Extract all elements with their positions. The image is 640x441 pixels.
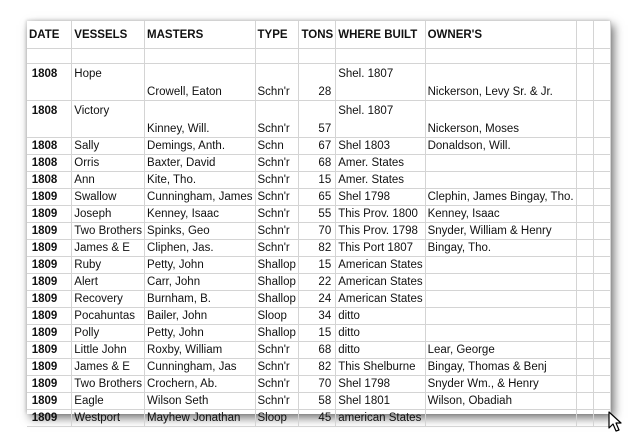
header-owners[interactable]: OWNER'S xyxy=(425,21,576,49)
header-masters[interactable]: MASTERS xyxy=(145,21,255,49)
empty-cell[interactable] xyxy=(594,325,611,342)
cell-owner[interactable]: Clephin, James Bingay, Tho. xyxy=(425,189,576,206)
empty-cell[interactable] xyxy=(594,291,611,308)
empty-cell[interactable] xyxy=(576,240,594,257)
empty-cell[interactable] xyxy=(594,223,611,240)
cell-owner[interactable] xyxy=(425,257,576,274)
cell-date[interactable]: 1809 xyxy=(27,393,72,410)
cell-date[interactable]: 1809 xyxy=(27,342,72,359)
cell-date[interactable]: 1808 xyxy=(27,155,72,172)
table-row xyxy=(27,155,611,172)
cell-type[interactable]: Schn'r xyxy=(255,189,299,206)
empty-cell[interactable] xyxy=(576,257,594,274)
cell-date[interactable]: 1808 xyxy=(27,138,72,155)
cell-tons[interactable]: 28 xyxy=(299,64,336,101)
empty-cell[interactable] xyxy=(594,240,611,257)
cell-built[interactable]: American States xyxy=(336,257,425,274)
cell-vessel[interactable]: Polly xyxy=(72,325,145,342)
table-row xyxy=(27,342,611,359)
table-row xyxy=(27,376,611,393)
cell-vessel[interactable]: Two Brothers xyxy=(72,376,145,393)
empty-cell[interactable] xyxy=(594,308,611,325)
cell-type[interactable]: Schn'r xyxy=(255,64,299,101)
cell-vessel[interactable]: James & E xyxy=(72,359,145,376)
empty-cell[interactable] xyxy=(576,359,594,376)
cell-built[interactable]: Amer. States xyxy=(336,172,425,189)
empty-cell[interactable] xyxy=(594,172,611,189)
cell-master[interactable]: Roxby, William xyxy=(145,342,255,359)
cell-built[interactable]: ditto xyxy=(336,342,425,359)
empty-cell[interactable] xyxy=(425,49,576,64)
cell-date[interactable]: 1809 xyxy=(27,240,72,257)
cell-master[interactable]: Cunningham, Jas xyxy=(145,359,255,376)
cell-type[interactable]: Schn'r xyxy=(255,172,299,189)
table-row xyxy=(27,223,611,240)
table-row xyxy=(27,410,611,427)
cell-tons[interactable]: 57 xyxy=(299,101,336,138)
cell-built[interactable]: Shel. 1807 xyxy=(336,64,425,101)
empty-cell[interactable] xyxy=(576,410,594,427)
cell-tons[interactable]: 65 xyxy=(299,189,336,206)
cell-owner[interactable]: Snyder, William & Henry xyxy=(425,223,576,240)
empty-cell[interactable] xyxy=(594,64,611,101)
empty-cell[interactable] xyxy=(594,101,611,138)
cell-built[interactable]: american States xyxy=(336,410,425,427)
empty-cell[interactable] xyxy=(576,342,594,359)
cell-type[interactable]: Schn'r xyxy=(255,223,299,240)
cell-owner[interactable]: Donaldson, Will. xyxy=(425,138,576,155)
cell-master[interactable]: Kite, Tho. xyxy=(145,172,255,189)
cell-tons[interactable]: 15 xyxy=(299,257,336,274)
header-where-built[interactable]: WHERE BUILT xyxy=(336,21,425,49)
cell-built[interactable]: ditto xyxy=(336,325,425,342)
cell-type[interactable]: Schn'r xyxy=(255,101,299,138)
cell-master[interactable]: Crowell, Eaton xyxy=(145,64,255,101)
empty-cell[interactable] xyxy=(576,155,594,172)
empty-cell[interactable] xyxy=(27,49,72,64)
empty-cell[interactable] xyxy=(576,64,594,101)
cell-tons[interactable]: 82 xyxy=(299,240,336,257)
cell-date[interactable]: 1809 xyxy=(27,410,72,427)
cell-vessel[interactable]: Westport xyxy=(72,410,145,427)
cell-vessel[interactable]: Two Brothers xyxy=(72,223,145,240)
cell-tons[interactable]: 34 xyxy=(299,308,336,325)
cell-vessel[interactable]: Hope xyxy=(72,64,145,101)
cell-vessel[interactable]: Orris xyxy=(72,155,145,172)
empty-cell[interactable] xyxy=(594,49,611,64)
table-row xyxy=(27,172,611,189)
cell-type[interactable]: Schn'r xyxy=(255,393,299,410)
cell-built[interactable]: This Prov. 1798 xyxy=(336,223,425,240)
cell-master[interactable]: Crochern, Ab. xyxy=(145,376,255,393)
empty-cell[interactable] xyxy=(576,21,594,49)
cell-owner[interactable]: Wilson, Obadiah xyxy=(425,393,576,410)
cell-vessel[interactable]: Pocahuntas xyxy=(72,308,145,325)
table-row xyxy=(27,291,611,308)
cell-master[interactable]: Petty, John xyxy=(145,325,255,342)
cell-owner[interactable] xyxy=(425,410,576,427)
cell-date[interactable]: 1809 xyxy=(27,325,72,342)
cell-date[interactable]: 1809 xyxy=(27,359,72,376)
cell-vessel[interactable]: Swallow xyxy=(72,189,145,206)
empty-cell[interactable] xyxy=(576,376,594,393)
cell-built[interactable]: ditto xyxy=(336,308,425,325)
cell-type[interactable]: Schn'r xyxy=(255,376,299,393)
cell-built[interactable]: Shel 1801 xyxy=(336,393,425,410)
empty-cell[interactable] xyxy=(336,49,425,64)
header-type[interactable]: TYPE xyxy=(255,21,299,49)
cell-owner[interactable] xyxy=(425,308,576,325)
cell-type[interactable]: Sloop xyxy=(255,410,299,427)
cell-vessel[interactable]: Alert xyxy=(72,274,145,291)
empty-cell[interactable] xyxy=(145,49,255,64)
cell-type[interactable]: Schn'r xyxy=(255,359,299,376)
cell-tons[interactable]: 67 xyxy=(299,138,336,155)
empty-cell[interactable] xyxy=(594,342,611,359)
cell-type[interactable]: Schn'r xyxy=(255,342,299,359)
cell-owner[interactable] xyxy=(425,172,576,189)
cell-vessel[interactable]: Ruby xyxy=(72,257,145,274)
mouse-pointer-icon xyxy=(608,411,624,433)
empty-cell[interactable] xyxy=(576,223,594,240)
cell-vessel[interactable]: Eagle xyxy=(72,393,145,410)
cell-tons[interactable]: 24 xyxy=(299,291,336,308)
table-row xyxy=(27,257,611,274)
cell-date[interactable]: 1808 xyxy=(27,64,72,101)
table-row xyxy=(27,325,611,342)
cell-owner[interactable]: Kenney, Isaac xyxy=(425,206,576,223)
empty-cell[interactable] xyxy=(299,49,336,64)
cell-built[interactable]: American States xyxy=(336,291,425,308)
cell-vessel[interactable]: Sally xyxy=(72,138,145,155)
empty-cell[interactable] xyxy=(576,172,594,189)
cell-type[interactable]: Schn xyxy=(255,138,299,155)
cell-master[interactable]: Kinney, Will. xyxy=(145,101,255,138)
cell-master[interactable]: Cliphen, Jas. xyxy=(145,240,255,257)
empty-cell[interactable] xyxy=(576,308,594,325)
cell-type[interactable]: Shallop xyxy=(255,274,299,291)
cell-master[interactable]: Bailer, John xyxy=(145,308,255,325)
table-row xyxy=(27,64,611,101)
cell-owner[interactable] xyxy=(425,325,576,342)
cell-master[interactable]: Burnham, B. xyxy=(145,291,255,308)
empty-cell[interactable] xyxy=(576,274,594,291)
empty-cell[interactable] xyxy=(594,21,611,49)
empty-cell[interactable] xyxy=(594,393,611,410)
cell-master[interactable]: Mayhew Jonathan xyxy=(145,410,255,427)
cell-master[interactable]: Carr, John xyxy=(145,274,255,291)
header-date[interactable]: DATE xyxy=(27,21,72,49)
table-row xyxy=(27,101,611,138)
cell-master[interactable]: Demings, Anth. xyxy=(145,138,255,155)
cell-vessel[interactable]: Little John xyxy=(72,342,145,359)
empty-cell[interactable] xyxy=(72,49,145,64)
cell-built[interactable]: Amer. States xyxy=(336,155,425,172)
cell-owner[interactable] xyxy=(425,274,576,291)
cell-type[interactable]: Schn'r xyxy=(255,155,299,172)
cell-owner[interactable]: Lear, George xyxy=(425,342,576,359)
empty-cell[interactable] xyxy=(576,101,594,138)
cell-date[interactable]: 1809 xyxy=(27,274,72,291)
cell-tons[interactable]: 15 xyxy=(299,172,336,189)
table-row xyxy=(27,393,611,410)
cell-date[interactable]: 1809 xyxy=(27,308,72,325)
cell-type[interactable]: Schn'r xyxy=(255,240,299,257)
cell-built[interactable]: American States xyxy=(336,274,425,291)
table-row xyxy=(27,240,611,257)
header-tons[interactable]: TONS xyxy=(299,21,336,49)
cell-vessel[interactable]: James & E xyxy=(72,240,145,257)
empty-cell[interactable] xyxy=(576,49,594,64)
cell-built[interactable]: This Shelburne xyxy=(336,359,425,376)
table-row xyxy=(27,206,611,223)
cell-date[interactable]: 1809 xyxy=(27,376,72,393)
cell-built[interactable]: Shel 1798 xyxy=(336,376,425,393)
cell-tons[interactable]: 58 xyxy=(299,393,336,410)
cell-vessel[interactable]: Victory xyxy=(72,101,145,138)
cell-built[interactable]: This Port 1807 xyxy=(336,240,425,257)
cell-date[interactable]: 1808 xyxy=(27,101,72,138)
cell-tons[interactable]: 15 xyxy=(299,325,336,342)
empty-cell[interactable] xyxy=(594,359,611,376)
cell-type[interactable]: Shallop xyxy=(255,257,299,274)
empty-cell[interactable] xyxy=(576,189,594,206)
cell-owner[interactable]: Bingay, Thomas & Benj xyxy=(425,359,576,376)
empty-cell[interactable] xyxy=(594,274,611,291)
cell-tons[interactable]: 22 xyxy=(299,274,336,291)
cell-type[interactable]: Shallop xyxy=(255,291,299,308)
spreadsheet xyxy=(27,21,611,424)
cell-vessel[interactable]: Ann xyxy=(72,172,145,189)
cell-date[interactable]: 1808 xyxy=(27,172,72,189)
cell-owner[interactable]: Snyder Wm., & Henry xyxy=(425,376,576,393)
cell-tons[interactable]: 55 xyxy=(299,206,336,223)
cell-master[interactable]: Wilson Seth xyxy=(145,393,255,410)
cell-master[interactable]: Petty, John xyxy=(145,257,255,274)
cell-master[interactable]: Spinks, Geo xyxy=(145,223,255,240)
cell-built[interactable]: Shel 1803 xyxy=(336,138,425,155)
empty-cell[interactable] xyxy=(594,376,611,393)
cell-type[interactable]: Schn'r xyxy=(255,206,299,223)
cell-date[interactable]: 1809 xyxy=(27,291,72,308)
cell-type[interactable]: Sloop xyxy=(255,308,299,325)
empty-cell[interactable] xyxy=(594,155,611,172)
empty-cell[interactable] xyxy=(255,49,299,64)
vessel-register-table xyxy=(27,21,611,427)
cell-owner[interactable] xyxy=(425,155,576,172)
table-row xyxy=(27,308,611,325)
empty-cell[interactable] xyxy=(576,393,594,410)
cell-master[interactable]: Cunningham, James xyxy=(145,189,255,206)
cell-vessel[interactable]: Recovery xyxy=(72,291,145,308)
table-row xyxy=(27,138,611,155)
cell-vessel[interactable]: Joseph xyxy=(72,206,145,223)
cell-date[interactable]: 1809 xyxy=(27,257,72,274)
cell-date[interactable]: 1809 xyxy=(27,189,72,206)
empty-cell[interactable] xyxy=(594,138,611,155)
table-row xyxy=(27,274,611,291)
cell-built[interactable]: Shel 1798 xyxy=(336,189,425,206)
cell-tons[interactable]: 70 xyxy=(299,223,336,240)
empty-cell[interactable] xyxy=(576,325,594,342)
empty-cell[interactable] xyxy=(594,206,611,223)
empty-cell[interactable] xyxy=(576,138,594,155)
cell-date[interactable]: 1809 xyxy=(27,206,72,223)
cell-built[interactable]: This Prov. 1800 xyxy=(336,206,425,223)
empty-cell[interactable] xyxy=(594,189,611,206)
cell-type[interactable]: Shallop xyxy=(255,325,299,342)
cell-owner[interactable]: Nickerson, Moses xyxy=(425,101,576,138)
cell-tons[interactable]: 45 xyxy=(299,410,336,427)
cell-owner[interactable] xyxy=(425,291,576,308)
cell-owner[interactable]: Bingay, Tho. xyxy=(425,240,576,257)
empty-cell[interactable] xyxy=(594,257,611,274)
header-vessels[interactable]: VESSELS xyxy=(72,21,145,49)
cell-tons[interactable]: 68 xyxy=(299,155,336,172)
cell-date[interactable]: 1809 xyxy=(27,223,72,240)
cell-tons[interactable]: 68 xyxy=(299,342,336,359)
cell-built[interactable]: Shel. 1807 xyxy=(336,101,425,138)
cell-owner[interactable]: Nickerson, Levy Sr. & Jr. xyxy=(425,64,576,101)
cell-tons[interactable]: 82 xyxy=(299,359,336,376)
cell-master[interactable]: Kenney, Isaac xyxy=(145,206,255,223)
table-row xyxy=(27,359,611,376)
header-row xyxy=(27,21,611,49)
cell-tons[interactable]: 70 xyxy=(299,376,336,393)
empty-cell[interactable] xyxy=(576,206,594,223)
blank-row xyxy=(27,49,611,64)
cell-master[interactable]: Baxter, David xyxy=(145,155,255,172)
empty-cell[interactable] xyxy=(576,291,594,308)
table-row xyxy=(27,189,611,206)
